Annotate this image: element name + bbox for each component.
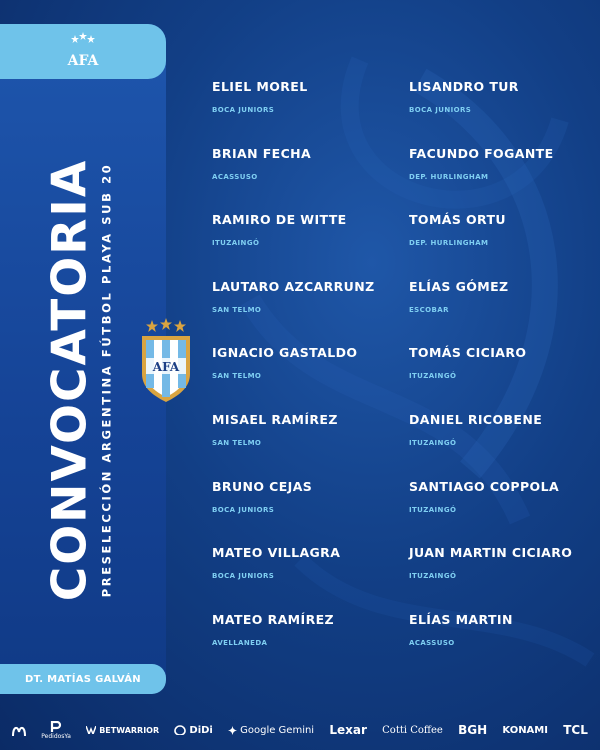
player-entry (409, 79, 589, 114)
didi-logo (174, 725, 212, 736)
player-club: ITUZAINGÓ (212, 239, 260, 248)
didi-text: DiDi (189, 724, 213, 736)
coach-label: DT. MATÍAS GALVÁN (0, 664, 166, 694)
player-entry (212, 612, 392, 647)
player-club: ITUZAINGÓ (409, 505, 457, 514)
player-name: ELÍAS GÓMEZ (409, 278, 509, 294)
player-club: BOCA JUNIORS (409, 106, 472, 114)
pedidosya-text: PedidosYa (41, 732, 71, 740)
cotti-coffee-logo: Cotti Coffee (382, 724, 443, 736)
player-name: SANTIAGO COPPOLA (409, 478, 560, 494)
betwarrior-text: BETWARRIOR (99, 725, 160, 735)
player-entry (212, 279, 392, 314)
didi-icon (174, 725, 186, 735)
vertical-title (42, 158, 114, 602)
header-crest-tab (0, 24, 166, 79)
afa-crest-icon (138, 318, 194, 404)
player-name: IGNACIO GASTALDO (212, 345, 358, 361)
player-club: ACASSUSO (212, 172, 258, 181)
player-club: SAN TELMO (212, 439, 262, 447)
player-club: ESCOBAR (409, 305, 449, 314)
player-club: AVELLANEDA (212, 638, 268, 647)
player-entry (409, 279, 589, 314)
player-entry (212, 412, 392, 447)
konami-logo: KONAMI (502, 724, 548, 736)
player-club: ITUZAINGÓ (409, 439, 457, 447)
player-name: RAMIRO DE WITTE (212, 212, 347, 228)
player-entry (409, 612, 589, 647)
player-name: DANIEL RICOBENE (409, 412, 543, 427)
player-club: BOCA JUNIORS (212, 106, 275, 114)
pedidosya-logo (41, 721, 71, 740)
betwarrior-icon (86, 726, 96, 734)
player-entry (409, 545, 589, 580)
betwarrior-logo (86, 726, 159, 735)
gemini-sparkle-icon (228, 726, 237, 735)
player-name: JUAN MARTIN CICIARO (409, 545, 573, 561)
player-club: DEP. HURLINGHAM (409, 239, 489, 248)
player-club: ITUZAINGÓ (409, 372, 457, 381)
bgh-logo: BGH (458, 723, 488, 737)
player-name: MATEO VILLAGRA (212, 545, 341, 561)
player-name: TOMÁS CICIARO (409, 345, 527, 361)
player-name: BRIAN FECHA (212, 145, 312, 161)
player-entry (212, 479, 392, 514)
player-club: ITUZAINGÓ (409, 572, 457, 581)
player-name: MATEO RAMÍREZ (212, 611, 335, 627)
player-name: BRUNO CEJAS (212, 478, 313, 494)
afa-crest-text: AFA (152, 360, 180, 374)
player-entry (409, 412, 589, 447)
google-gemini-logo (228, 725, 314, 736)
lexar-logo: Lexar (329, 723, 367, 737)
player-entry (212, 146, 392, 181)
player-entry (212, 79, 392, 114)
player-entry (409, 146, 589, 181)
mcdonalds-logo-icon (12, 724, 26, 736)
player-entry (212, 345, 392, 380)
player-entry (409, 212, 589, 247)
player-club: ACASSUSO (409, 638, 455, 647)
player-entry (409, 345, 589, 380)
player-name: LAUTARO AZCARRUNZ (212, 278, 375, 294)
player-club: BOCA JUNIORS (212, 505, 275, 514)
pedidosya-icon (50, 721, 62, 733)
player-club: SAN TELMO (212, 305, 262, 314)
player-name: FACUNDO FOGANTE (409, 145, 554, 161)
sponsors-bar (0, 710, 600, 750)
player-name: LISANDRO TUR (409, 79, 519, 94)
player-name: MISAEL RAMÍREZ (212, 412, 338, 427)
player-entry (212, 212, 392, 247)
player-club: BOCA JUNIORS (212, 572, 275, 581)
player-name: ELÍAS MARTIN (409, 611, 513, 627)
gemini-text: Google Gemini (240, 724, 315, 736)
player-name: ELIEL MOREL (212, 79, 308, 94)
afa-logo-text: AFA (67, 52, 99, 69)
title-subtitle: PRESELECCIÓN ARGENTINA FÚTBOL PLAYA SUB 20 (99, 162, 114, 598)
player-club: DEP. HURLINGHAM (409, 172, 489, 181)
player-club: SAN TELMO (212, 372, 262, 381)
player-entry (212, 545, 392, 580)
tcl-logo: TCL (563, 723, 588, 737)
player-name: TOMÁS ORTU (409, 212, 506, 228)
player-entry (409, 479, 589, 514)
afa-logo-icon (63, 31, 103, 73)
title-main: CONVOCATORIA (42, 158, 98, 602)
